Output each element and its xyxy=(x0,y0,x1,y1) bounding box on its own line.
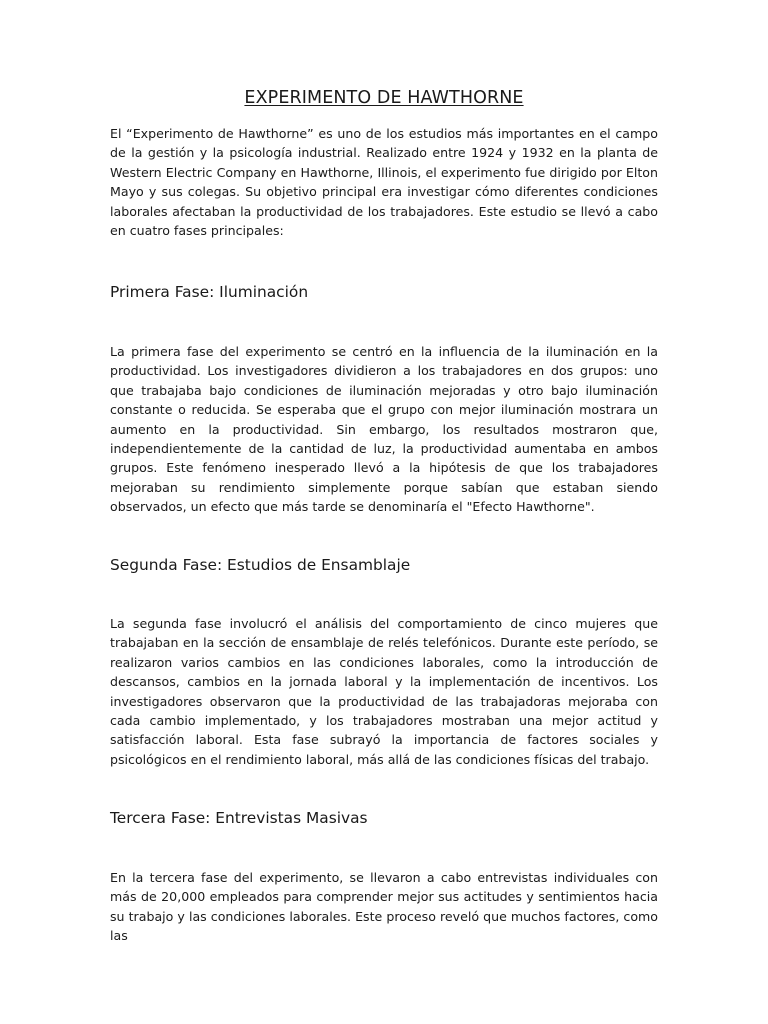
section-heading-entrevistas: Tercera Fase: Entrevistas Masivas xyxy=(110,809,368,827)
section-body-ensamblaje: La segunda fase involucró el análisis del comportamiento de cinco mujeres que trabajaban en la sección de ensamblaje de relés telefónicos. Durante este período, se realizaron varios cambios en las condiciones laborales, como la introducción de descansos, cambios en la jornada laboral y la implementación de incentivos. Los investigadores observaron que la productividad de las trabajadoras mejoraba con cada cambio implementado, y los trabajadores mostraban una mejor actitud y satisfacción laboral. Esta fase subrayó la importancia de factores sociales y psicológicos en el rendimiento laboral, más allá de las condiciones físicas del trabajo. xyxy=(110,616,658,767)
intro-paragraph: El “Experimento de Hawthorne” es uno de los estudios más importantes en el campo de la gestión y la psicología industrial. Realizado entre 1924 y 1932 en la planta de Western Electric Company en Hawthorne, Illinois, el experimento fue dirigido por Elton Mayo y sus colegas. Su objetivo principal era investigar cómo diferentes condiciones laborales afectaban la productividad de los trabajadores. Este estudio se llevó a cabo en cuatro fases principales: xyxy=(110,126,658,239)
document-title: EXPERIMENTO DE HAWTHORNE xyxy=(244,88,524,108)
section-heading-ensamblaje: Segunda Fase: Estudios de Ensamblaje xyxy=(110,556,411,574)
section-heading-iluminacion: Primera Fase: Iluminación xyxy=(110,283,309,301)
section-body-entrevistas: En la tercera fase del experimento, se llevaron a cabo entrevistas individuales con más de 20,000 empleados para comprender mejor sus actitudes y sentimientos hacia su trabajo y las condiciones laborales. Este proceso reveló que muchos factores, como las xyxy=(110,870,658,944)
section-body-iluminacion: La primera fase del experimento se centró en la influencia de la iluminación en la productividad. Los investigadores dividieron a los trabajadores en dos grupos: uno que trabajaba bajo condiciones de iluminación mejoradas y otro bajo iluminación constante o reducida. Se esperaba que el grupo con mejor iluminación mostrara un aumento en la productividad. Sin embargo, los resultados mostraron que, independientemente de la cantidad de luz, la productividad aumentaba en ambos grupos. Este fenómeno inesperado llevó a la hipótesis de que los trabajadores mejoraban su rendimiento simplemente porque sabían que estaban siendo observados, un efecto que más tarde se denominaría el "Efecto Hawthorne". xyxy=(110,344,658,515)
